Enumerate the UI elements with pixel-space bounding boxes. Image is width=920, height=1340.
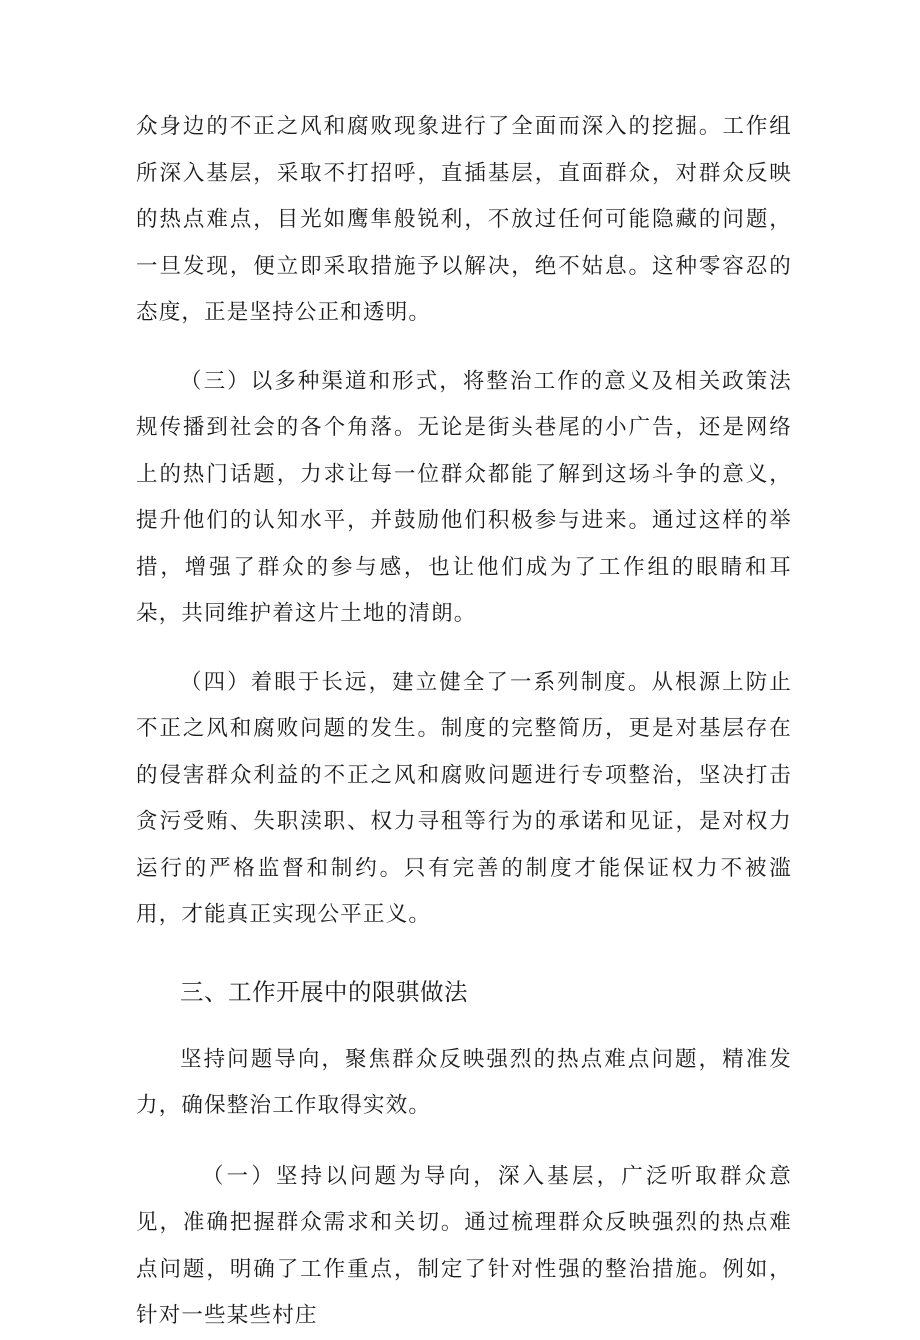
section-intro-paragraph: 坚持问题导向，聚焦群众反映强烈的热点难点问题，精准发力，确保整治工作取得实效。: [136, 1046, 792, 1118]
section-heading: 三、工作开展中的限骐做法: [180, 977, 468, 1006]
paragraph-section-4: （四）着眼于长远，建立健全了一系列制度。从根源上防止不正之风和腐败问题的发生。制度的完整简历，更是对基层存在的侵害群众利益的不正之风和腐败问题进行专项整治，坚决打击贪污受贿、失职渎职、权力寻租等行为的承诺和见证，是对权力运行的严格监督和制约。只有完善的制度才能保证权力不被滥用，才能真正实现公平正义。: [136, 669, 792, 927]
paragraph-continuation: 众身边的不正之风和腐败现象进行了全面而深入的挖掘。工作组所深入基层，采取不打招呼，直插基层，直面群众，对群众反映的热点难点，目光如鹰隼般锐利，不放过任何可能隐藏的问题，一旦发现，便立即采取措施予以解决，绝不姑息。这种零容忍的态度，正是坚持公正和透明。: [136, 114, 792, 325]
paragraph-section-3: （三）以多种渠道和形式，将整治工作的意义及相关政策法规传播到社会的各个角落。无论是街头巷尾的小广告，还是网络上的热门话题，力求让每一位群众都能了解到这场斗争的意义，提升他们的认知水平，并鼓励他们积极参与进来。通过这样的举措，增强了群众的参与感，也让他们成为了工作组的眼睛和耳朵，共同维护着这片土地的清朗。: [136, 368, 792, 626]
paragraph-subsection-1: （一）坚持以问题为导向，深入基层，广泛听取群众意见，准确把握群众需求和关切。通过梳理群众反映强烈的热点难点问题，明确了工作重点，制定了针对性强的整治措施。例如，针对一些某些村庄: [136, 1163, 792, 1328]
